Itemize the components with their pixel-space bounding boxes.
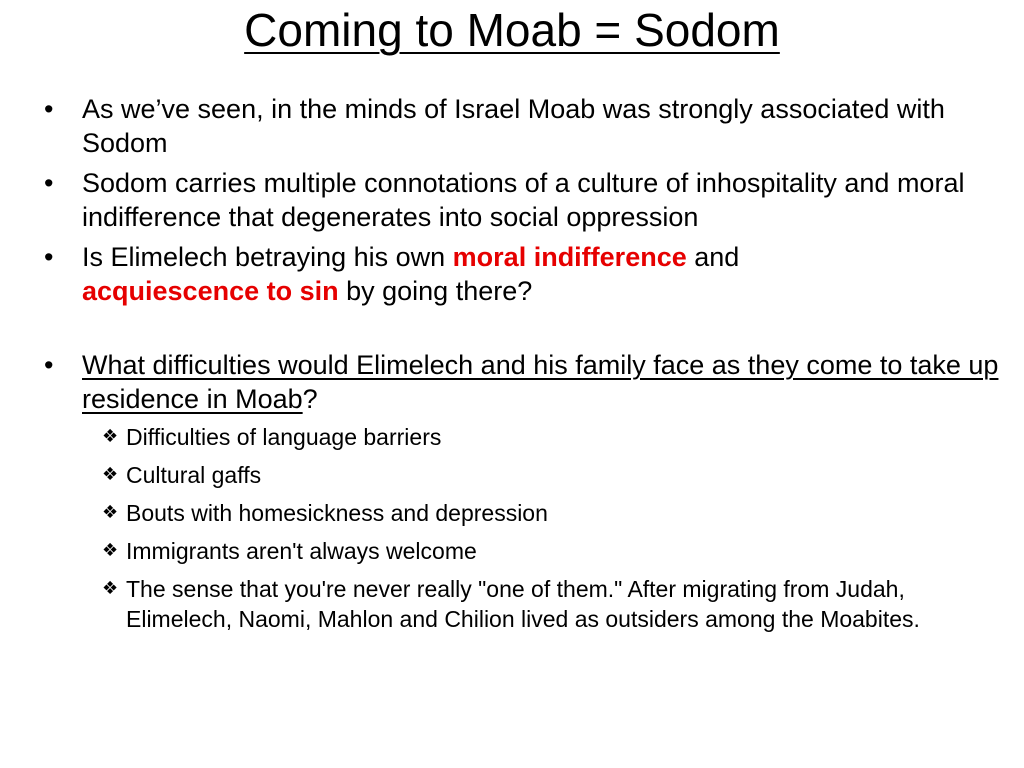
- bullet-icon: •: [44, 242, 54, 272]
- sub-bullet-list: [44, 422, 1004, 634]
- sub-bullet-text: Difficulties of language barriers: [126, 424, 442, 450]
- slide-title: Coming to Moab = Sodom: [244, 4, 780, 56]
- bullet-text-part: Is Elimelech betraying his own: [82, 242, 453, 272]
- bullet-text: Sodom carries multiple connotations of a culture of inhospitality and moral indifference that degenerates into social oppression: [82, 168, 965, 232]
- sub-bullet-text: Bouts with homesickness and depression: [126, 500, 548, 526]
- bullet-item-question: [44, 348, 1004, 416]
- bullet-text-part: and: [686, 242, 740, 272]
- bullet-item: [44, 240, 1004, 308]
- diamond-bullet-icon: ❖: [102, 502, 119, 523]
- diamond-bullet-icon: ❖: [102, 578, 119, 599]
- bullet-item: [44, 92, 1004, 160]
- question-mark: ?: [302, 384, 318, 414]
- sub-bullet-item: [102, 498, 1004, 528]
- sub-bullet-item: [102, 422, 1004, 452]
- highlight-moral-indifference: moral indifference: [452, 242, 687, 272]
- bullet-icon: •: [44, 350, 54, 380]
- diamond-bullet-icon: ❖: [102, 464, 119, 485]
- sub-bullet-item: [102, 536, 1004, 566]
- bullet-icon: •: [44, 168, 54, 198]
- bullet-text-part: by going there?: [338, 276, 533, 306]
- sub-bullet-text: Cultural gaffs: [126, 462, 262, 488]
- diamond-bullet-icon: ❖: [102, 426, 119, 447]
- sub-bullet-text: Immigrants aren't always welcome: [126, 538, 477, 564]
- bullet-icon: •: [44, 94, 54, 124]
- diamond-bullet-icon: ❖: [102, 540, 119, 561]
- sub-bullet-item: [102, 460, 1004, 490]
- sub-bullet-item: [102, 574, 1004, 634]
- question-text: What difficulties would Elimelech and his family face as they come to take up residence in Moab: [82, 350, 999, 414]
- slide-content: [44, 92, 1004, 642]
- sub-bullet-text: The sense that you're never really "one of them." After migrating from Judah, Elimelech, Naomi, Mahlon and Chilion lived as outsiders among the Moabites.: [126, 576, 920, 632]
- bullet-text: As we’ve seen, in the minds of Israel Moab was strongly associated with Sodom: [82, 94, 945, 158]
- bullet-item: [44, 166, 1004, 234]
- highlight-acquiescence-to-sin: acquiescence to sin: [82, 276, 339, 306]
- spacer: [44, 314, 1004, 348]
